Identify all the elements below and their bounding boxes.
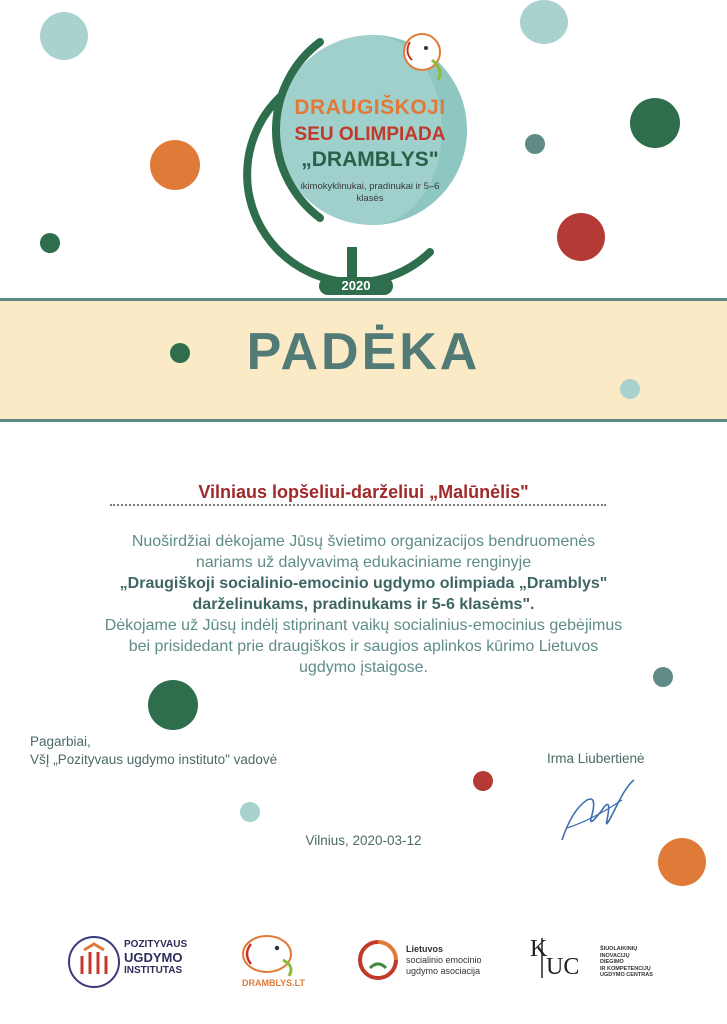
place-date: Vilnius, 2020-03-12 — [305, 833, 422, 848]
body-line: nariams už dalyvavimą edukaciniame renginyje — [195, 554, 532, 571]
pui-logo-icon — [66, 934, 122, 990]
decor-dot-teal — [525, 134, 545, 154]
lseua-logo-icon — [356, 938, 400, 982]
regards-text: Pagarbiai, — [30, 734, 91, 749]
decor-dot-light-teal — [240, 802, 260, 822]
body-line: bei prisidedant prie draugiškos ir saugios aplinkos kūrimo Lietuvos — [128, 638, 599, 655]
olympiad-title-line1: DRAUGIŠKOJI — [294, 96, 446, 119]
decor-dot-orange — [150, 140, 200, 190]
signature-block — [30, 733, 277, 769]
decor-dot-red — [557, 213, 605, 261]
decor-dot-light-teal — [40, 12, 88, 60]
decor-dot-red — [473, 771, 493, 791]
year-badge: 2020 — [319, 277, 393, 295]
body-line-bold: „Draugiškoji socialinio-emocinio ugdymo olimpiada „Dramblys" — [119, 575, 608, 592]
dramblys-logo-text: DRAMBLYS.LT — [242, 978, 305, 988]
decor-dot-light-teal — [520, 0, 568, 44]
signer-name: Irma Liubertienė — [547, 751, 645, 766]
recipient-underline — [110, 504, 606, 506]
body-line-bold: darželinukams, pradinukams ir 5-6 klasėms". — [192, 596, 535, 613]
pui-logo-text: POZITYVAUS UGDYMO INSTITUTAS — [124, 939, 188, 976]
olympiad-title-line2: SEU OLIMPIADA — [294, 124, 446, 145]
page-title: PADĖKA — [246, 323, 481, 381]
recipient-name: Vilniaus lopšeliui-darželiui „Malūnėlis" — [198, 482, 529, 502]
kuc-logo-icon — [528, 930, 596, 982]
svg-text:UC: UC — [546, 954, 580, 980]
body-line: Nuoširdžiai dėkojame Jūsų švietimo organizacijos bendruomenės — [131, 533, 596, 550]
dramblys-logo-icon — [237, 930, 299, 980]
svg-text:K: K — [530, 936, 548, 962]
lseua-logo-text: Lietuvos socialinio emocinio ugdymo asociacija — [406, 944, 482, 976]
olympiad-title-line3: „DRAMBLYS" — [301, 148, 439, 171]
signer-role: VšĮ „Pozityvaus ugdymo instituto" vadovė — [30, 752, 278, 767]
body-line: ugdymo įstaigose. — [299, 659, 428, 676]
decor-dot-green — [40, 233, 60, 253]
body-text — [60, 531, 667, 678]
body-line: Dėkojame už Jūsų indėlį stiprinant vaikų socialinius-emocinius gebėjimus — [104, 617, 623, 634]
decor-dot-green — [148, 680, 198, 730]
kuc-logo-text: ŠIUOLAIKINIŲ INOVACIJŲ DIEGIMO IR KOMPETENCIJŲ UGDYMO CENTRAS — [600, 946, 653, 978]
decor-dot-green — [630, 98, 680, 148]
olympiad-subtitle: ikimokyklinukai, pradinukai ir 5–6 klasės — [300, 181, 440, 204]
decor-dot-light-teal — [620, 379, 640, 399]
